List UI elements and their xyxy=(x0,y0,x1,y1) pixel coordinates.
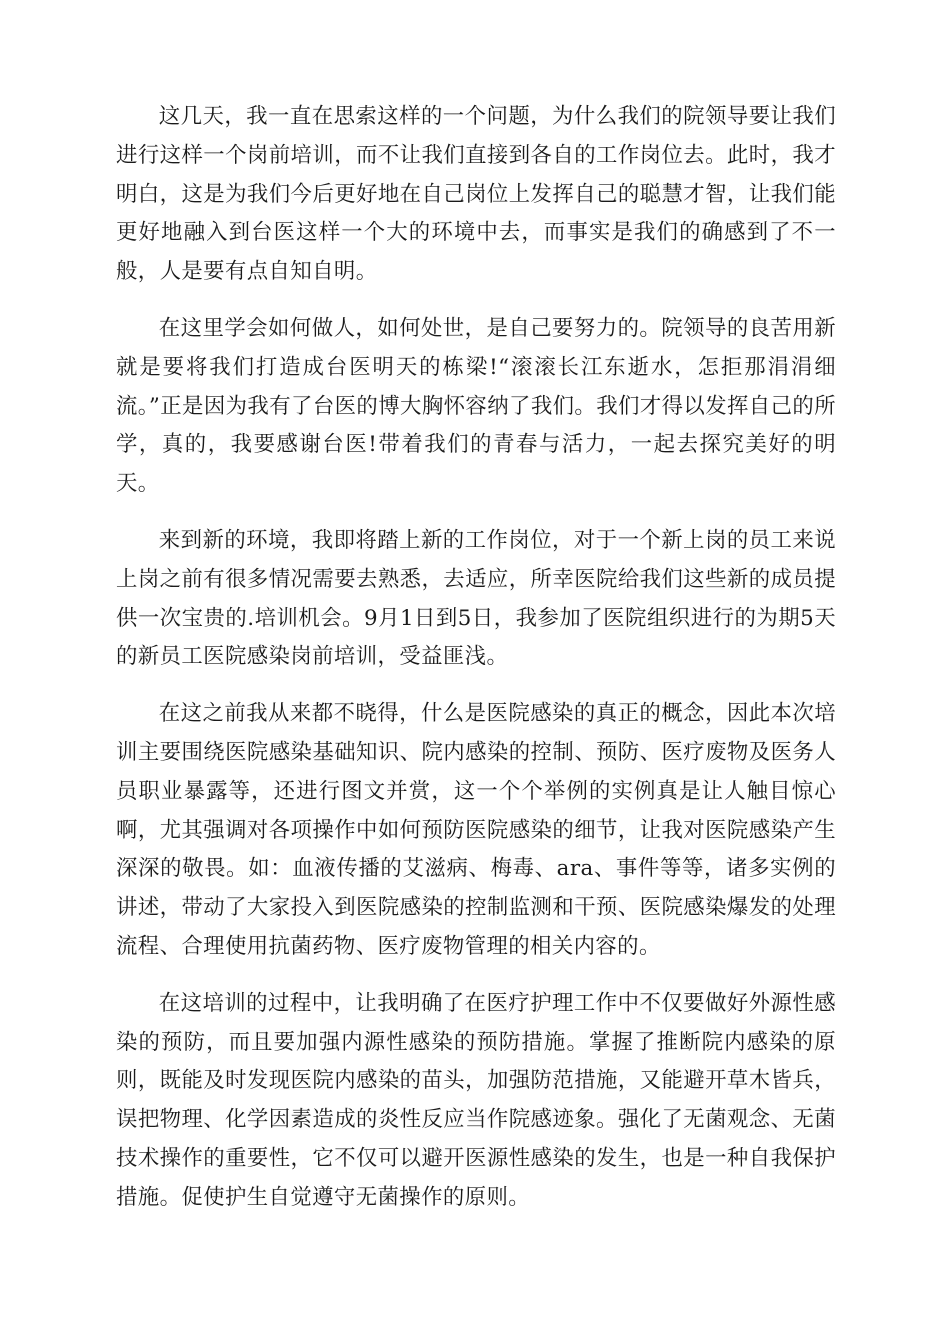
paragraph-5: 在这培训的过程中，让我明确了在医疗护理工作中不仅要做好外源性感染的预防，而且要加强内源性感染的预防措施。掌握了推断院内感染的原则，既能及时发现医院内感染的苗头，加强防范措施，又能避开草木皆兵，误把物理、化学因素造成的炎性反应当作院感迹象。强化了无菌观念、无菌技术操作的重要性，它不仅可以避开医源性感染的发生，也是一种自我保护措施。促使护生自觉遵守无菌操作的原则。 xyxy=(116,990,836,1210)
document-body xyxy=(116,98,836,1236)
paragraph-3: 来到新的环境，我即将踏上新的工作岗位，对于一个新上岗的员工来说上岗之前有很多情况需要去熟悉，去适应，所幸医院给我们这些新的成员提供一次宝贵的.培训机会。9月1日到5日，我参加了医院组织进行的为期5天的新员工医院感染岗前培训，受益匪浅。 xyxy=(116,527,836,670)
paragraph-1: 这几天，我一直在思索这样的一个问题，为什么我们的院领导要让我们进行这样一个岗前培训，而不让我们直接到各自的工作岗位去。此时，我才明白，这是为我们今后更好地在自己岗位上发挥自己的聪慧才智，让我们能更好地融入到台医这样一个大的环境中去，而事实是我们的确感到了不一般，人是要有点自知自明。 xyxy=(116,104,836,285)
paragraph-4: 在这之前我从来都不晓得，什么是医院感染的真正的概念，因此本次培训主要围绕医院感染基础知识、院内感染的控制、预防、医疗废物及医务人员职业暴露等，还进行图文并赏，这一个个举例的实例真是让人触目惊心啊，尤其强调对各项操作中如何预防医院感染的细节，让我对医院感染产生深深的敬畏。如：血液传播的艾滋病、梅毒、ara、事件等等，诸多实例的讲述，带动了大家投入到医院感染的控制监测和干预、医院感染爆发的处理流程、合理使用抗菌药物、医疗废物管理的相关内容的。 xyxy=(116,701,836,959)
paragraph-2: 在这里学会如何做人，如何处世，是自己要努力的。院领导的良苦用新就是要将我们打造成台医明天的栋梁!“滚滚长江东逝水，怎拒那涓涓细流。”正是因为我有了台医的博大胸怀容纳了我们。我们才得以发挥自己的所学，真的，我要感谢台医!带着我们的青春与活力，一起去探究美好的明天。 xyxy=(116,315,836,497)
